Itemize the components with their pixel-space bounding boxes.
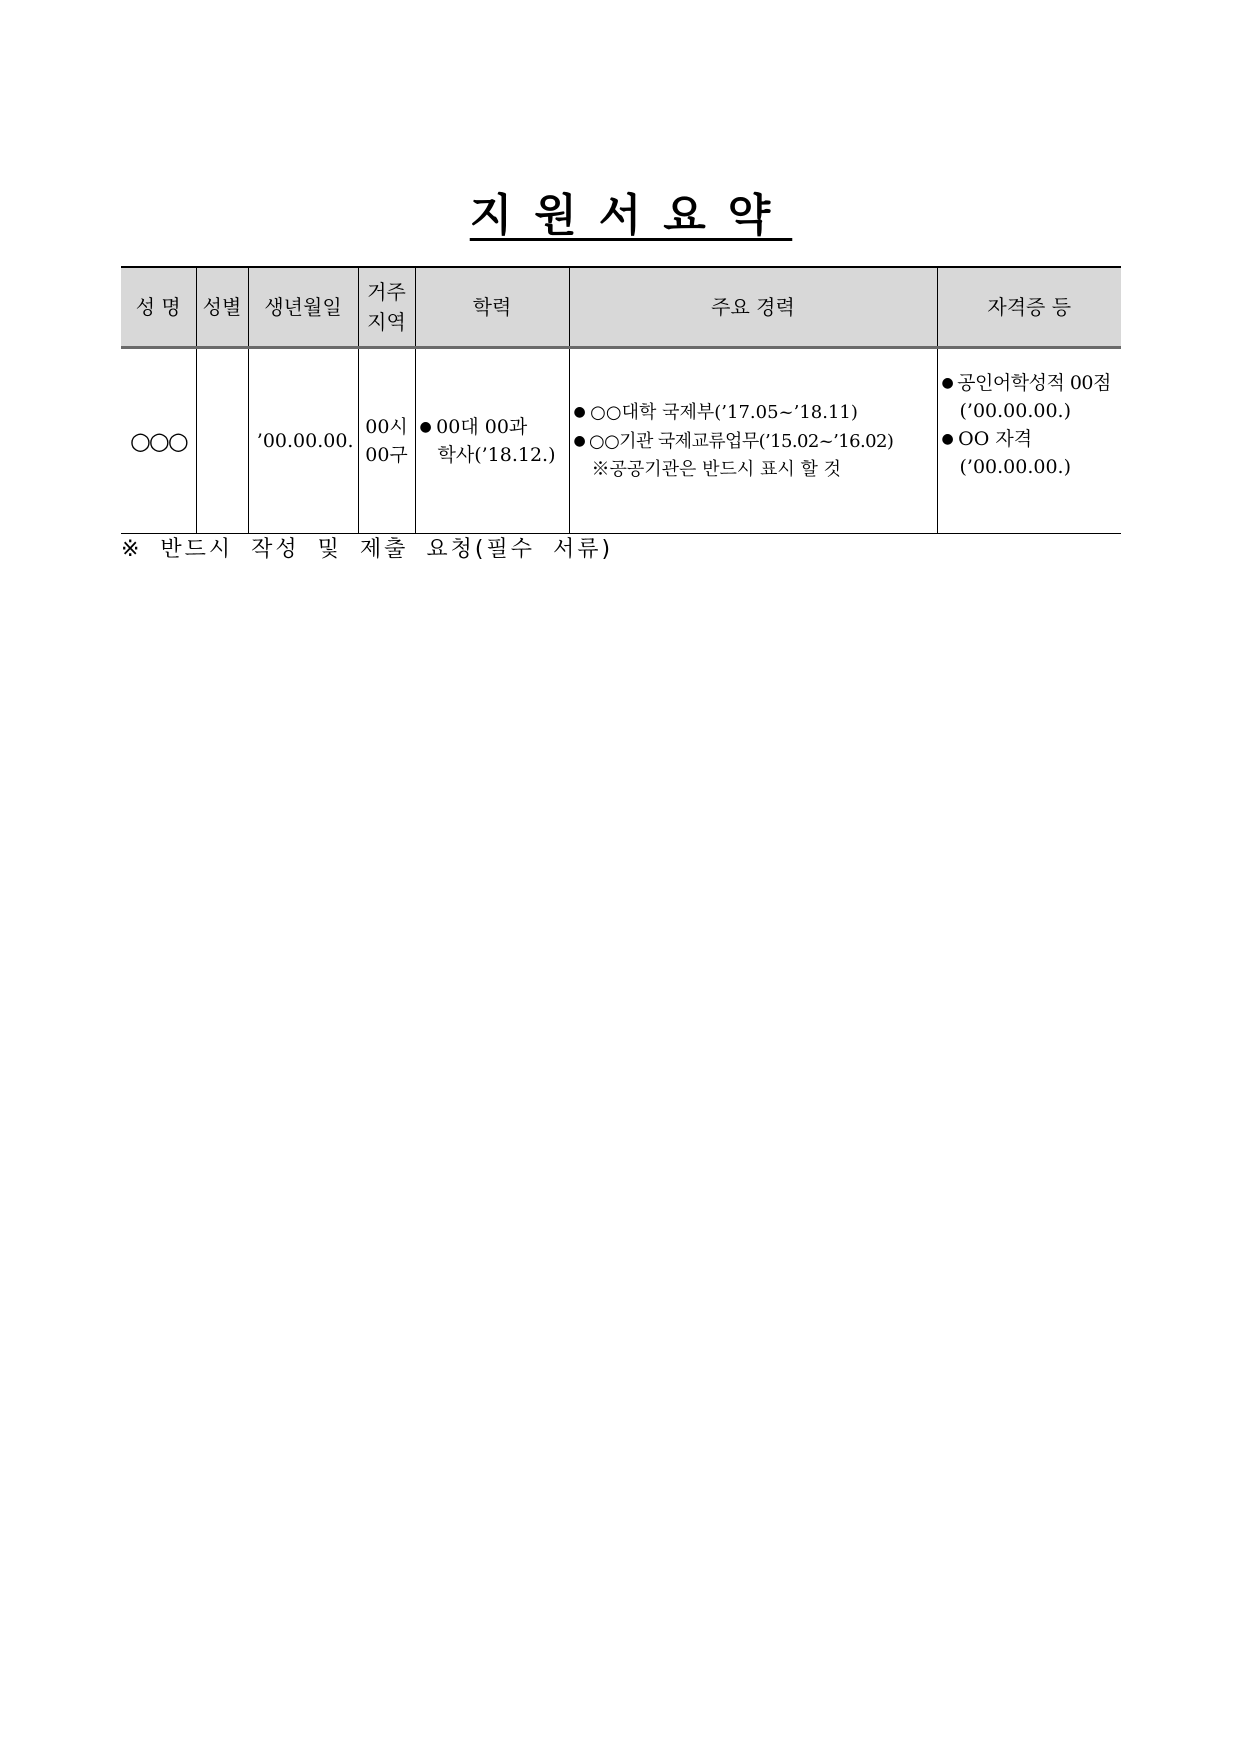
header-region-line1: 거주 xyxy=(367,280,406,304)
summary-table xyxy=(121,266,1121,534)
header-education: 학력 xyxy=(415,267,569,348)
cell-birth: ’00.00.00. xyxy=(248,348,358,534)
table-header-row xyxy=(121,267,1121,348)
cell-cert-line1: ● 공인어학성적 00점 xyxy=(942,369,1118,397)
cell-education-line1: ● 00대 00과 xyxy=(420,413,565,441)
cell-certs xyxy=(937,348,1121,534)
header-certs: 자격증 등 xyxy=(937,267,1121,348)
cell-education xyxy=(415,348,569,534)
cell-region-line1: 00시 xyxy=(365,416,408,438)
header-region xyxy=(358,267,415,348)
cell-cert-line4: (’00.00.00.) xyxy=(959,456,1072,478)
header-birth: 생년월일 xyxy=(248,267,358,348)
cell-gender xyxy=(196,348,248,534)
cell-career-line1: ● ○○대학 국제부(’17.05~’18.11) xyxy=(574,398,933,427)
cell-career-note: ※공공기관은 반드시 표시 할 것 xyxy=(591,459,842,480)
header-gender: 성별 xyxy=(196,267,248,348)
header-region-line2: 지역 xyxy=(367,310,406,334)
cell-region xyxy=(358,348,415,534)
submission-note: ※ 반드시 작성 및 제출 요청(필수 서류) xyxy=(121,537,614,562)
table-row xyxy=(121,348,1121,534)
cell-career-line2: ● ○○기관 국제교류업무(’15.02~’16.02) xyxy=(574,427,933,456)
cell-education-line2: 학사(’18.12.) xyxy=(437,444,556,466)
page-title xyxy=(0,188,1240,244)
cell-region-line2: 00구 xyxy=(365,444,408,466)
header-name: 성 명 xyxy=(121,267,196,348)
cell-cert-line3: ● OO 자격 xyxy=(942,425,1118,453)
page-title-text: 지원서요약 xyxy=(469,190,793,241)
header-career: 주요 경력 xyxy=(569,267,937,348)
cell-name: ○○○ xyxy=(121,348,196,534)
cell-cert-line2: (’00.00.00.) xyxy=(959,400,1072,422)
cell-career xyxy=(569,348,937,534)
